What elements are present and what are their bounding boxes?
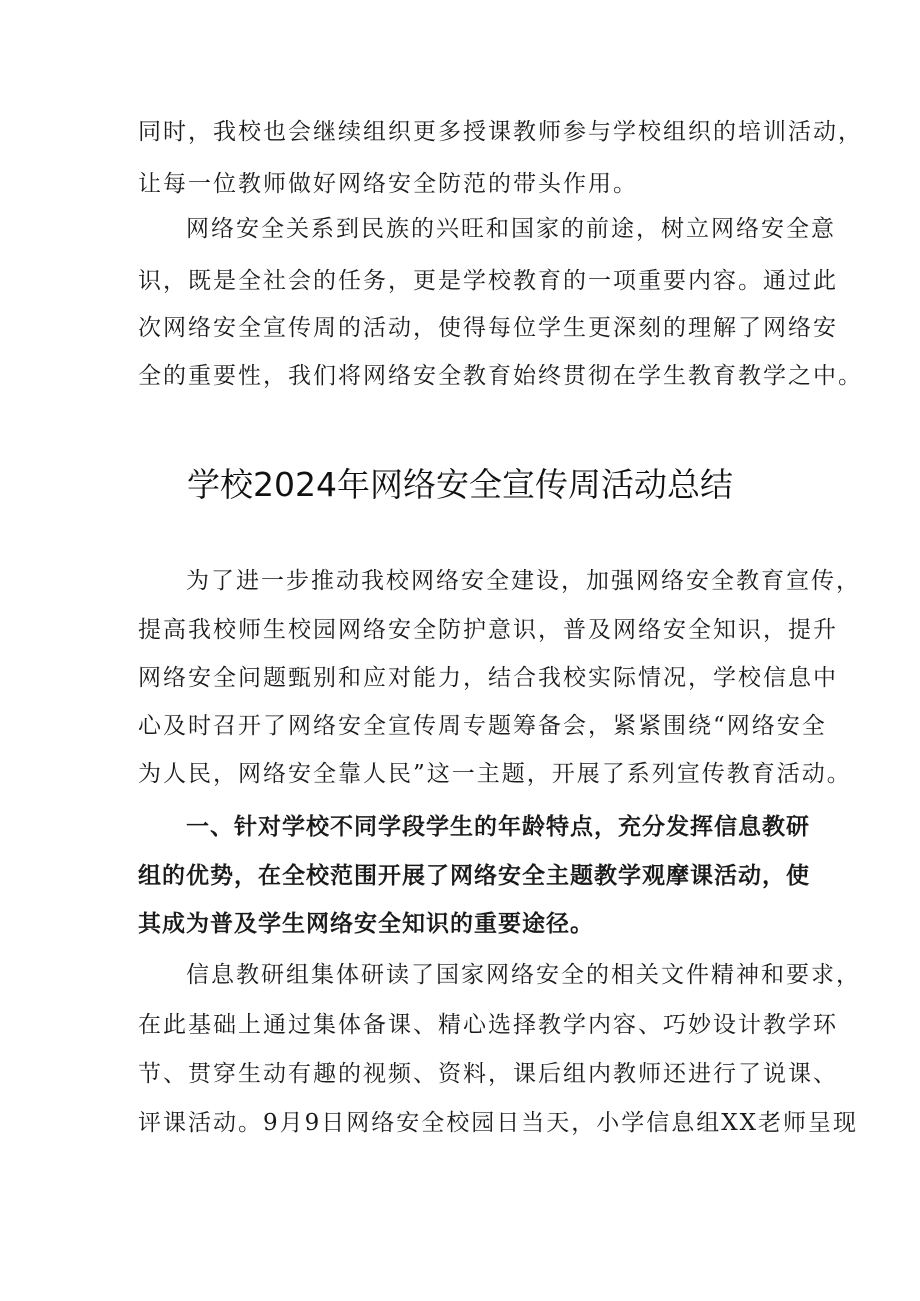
paragraph-line: 识，既是全社会的任务，更是学校教育的一项重要内容。通过此 (138, 268, 838, 294)
paragraph-line: 次网络安全宣传周的活动，使得每位学生更深刻的理解了网络安 (138, 315, 838, 341)
paragraph-line: 同时，我校也会继续组织更多授课教师参与学校组织的培训活动， (138, 119, 863, 145)
paragraph-line: 节、贯穿生动有趣的视频、资料，课后组内教师还进行了说课、 (138, 1061, 838, 1087)
bold-paragraph-line: 其成为普及学生网络安全知识的重要途径。 (138, 911, 594, 937)
bold-paragraph-line: 组的优势，在全校范围开展了网络安全主题教学观摩课活动，使 (138, 863, 810, 889)
paragraph-line: 提高我校师生校园网络安全防护意识，普及网络安全知识，提升 (138, 617, 838, 643)
paragraph-line: 为人民，网络安全靠人民”这一主题，开展了系列宣传教育活动。 (138, 761, 852, 787)
paragraph-line: 心及时召开了网络安全宣传周专题筹备会，紧紧围绕“网络安全 (138, 713, 827, 739)
bold-paragraph-line: 一、针对学校不同学段学生的年龄特点，充分发挥信息教研 (186, 814, 810, 840)
paragraph-line: 评课活动。9月9日网络安全校园日当天，小学信息组XX老师呈现 (138, 1110, 859, 1136)
paragraph-line: 网络安全问题甄别和应对能力，结合我校实际情况，学校信息中 (138, 665, 838, 691)
paragraph-line: 网络安全关系到民族的兴旺和国家的前途，树立网络安全意 (186, 216, 836, 242)
paragraph-line: 在此基础上通过集体备课、精心选择教学内容、巧妙设计教学环 (138, 1012, 838, 1038)
document-title: 学校2024年网络安全宣传周活动总结 (187, 465, 733, 504)
paragraph-line: 全的重要性，我们将网络安全教育始终贯彻在学生教育教学之中。 (138, 363, 863, 389)
paragraph-line: 让每一位教师做好网络安全防范的带头作用。 (138, 171, 638, 197)
paragraph-line: 信息教研组集体研读了国家网络安全的相关文件精神和要求， (186, 962, 861, 988)
paragraph-line: 为了进一步推动我校网络安全建设，加强网络安全教育宣传， (186, 568, 861, 594)
